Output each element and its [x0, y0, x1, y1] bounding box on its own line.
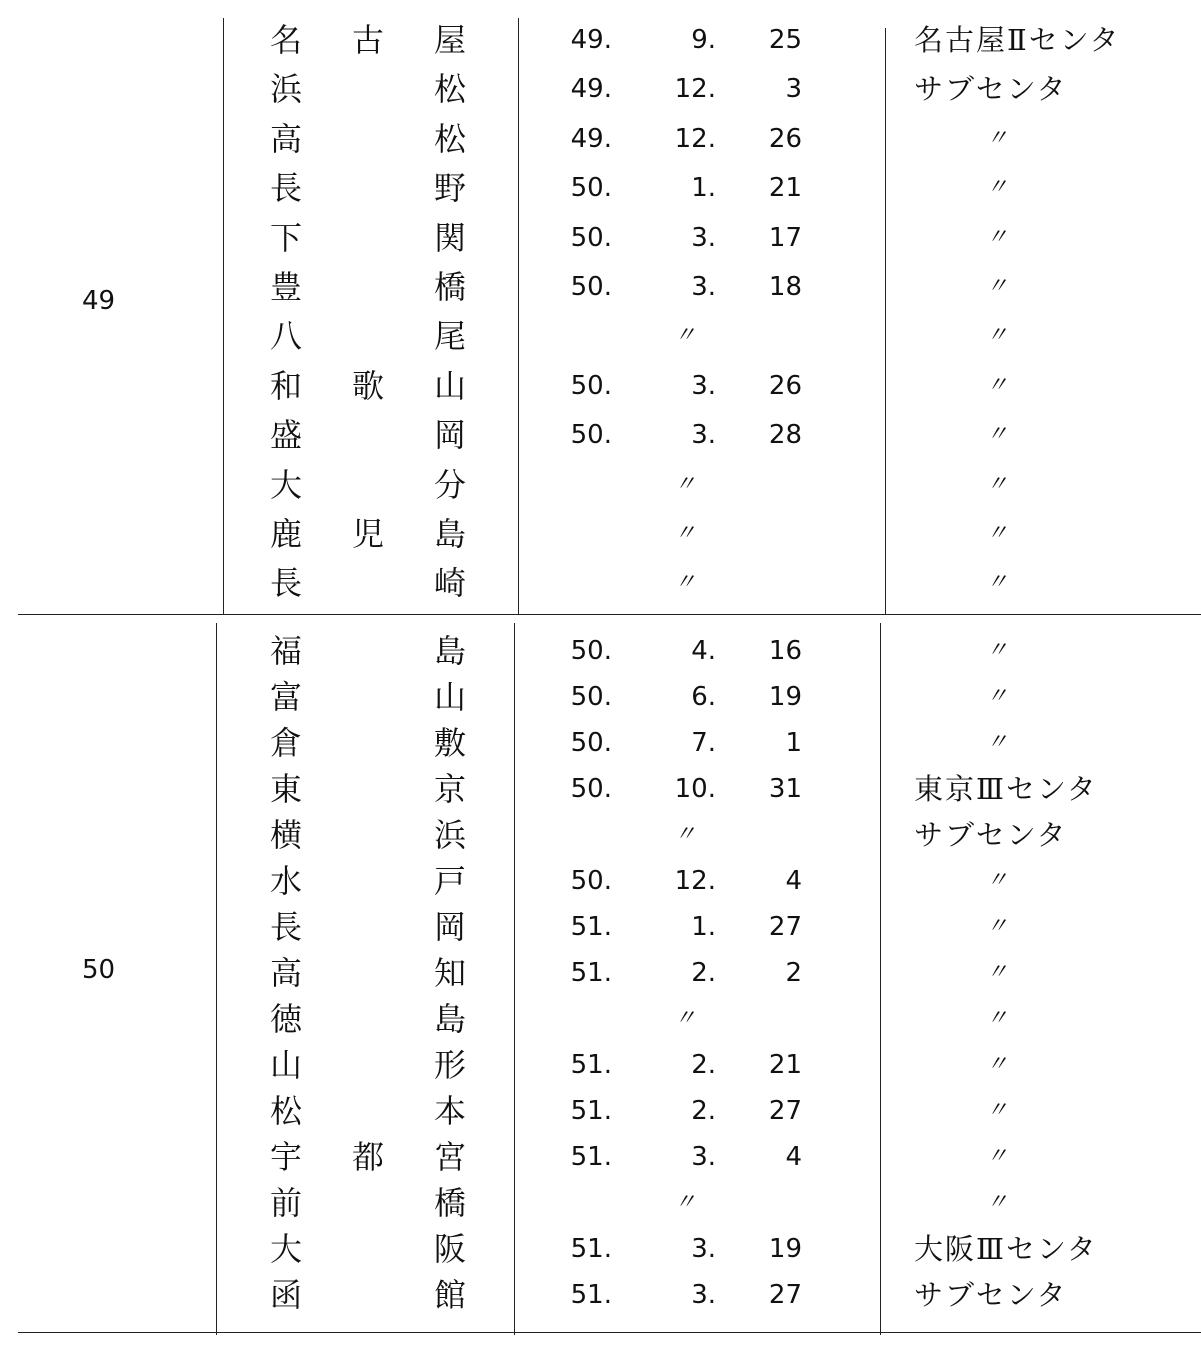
- date-year: 49.: [570, 123, 612, 154]
- ditto-mark-date: 〃: [674, 570, 698, 596]
- place-name-char: 橋: [433, 1184, 466, 1222]
- date-month: 4.: [691, 636, 716, 666]
- place-name-char: 長: [269, 169, 302, 208]
- date-month: 3.: [691, 370, 716, 401]
- date-day: 21: [768, 173, 802, 204]
- ditto-mark-remarks: 〃: [986, 274, 1010, 299]
- table-row: [0, 415, 1201, 455]
- place-name-char: 浜: [433, 816, 466, 854]
- date-day: 27: [768, 1280, 802, 1310]
- date-year: 51.: [570, 912, 612, 942]
- date-month: 10.: [674, 774, 716, 804]
- place-name-char: 館: [433, 1276, 466, 1314]
- place-name-char: 高: [269, 119, 302, 158]
- date-day: 28: [768, 420, 802, 451]
- table-row: [0, 769, 1201, 809]
- place-name-char: 阪: [433, 1230, 466, 1268]
- place-name-char: 松: [433, 119, 466, 158]
- date-month: 3.: [691, 272, 716, 302]
- date-month: 3.: [691, 1234, 716, 1264]
- place-name-char: 東: [269, 770, 302, 808]
- place-name-char: 敷: [433, 724, 466, 762]
- ditto-mark-remarks: 〃: [986, 323, 1010, 349]
- date-year: 51.: [570, 958, 612, 988]
- date-month: 2.: [691, 1050, 716, 1080]
- place-name-char: 横: [269, 816, 302, 854]
- place-name-char: 崎: [433, 564, 466, 603]
- table-row: [0, 723, 1201, 763]
- table-row: [0, 999, 1201, 1039]
- table-row: [0, 119, 1201, 159]
- remarks-text: サブセンタ: [914, 1278, 1068, 1312]
- ditto-mark-remarks: 〃: [986, 422, 1010, 448]
- ditto-mark-remarks: 〃: [986, 175, 1010, 201]
- date-year: 50.: [570, 774, 612, 804]
- table-row: [0, 267, 1201, 307]
- ditto-mark-remarks: 〃: [986, 570, 1010, 596]
- place-name-char: 分: [433, 465, 466, 504]
- date-year: 50.: [570, 866, 612, 896]
- date-year: 49.: [570, 74, 612, 105]
- place-name-char: 宇: [269, 1138, 302, 1176]
- section-year-49: [0, 0, 1201, 615]
- ditto-mark-remarks: 〃: [986, 1098, 1010, 1123]
- place-name-char: 尾: [433, 317, 466, 356]
- ditto-mark-remarks: 〃: [986, 1052, 1010, 1077]
- remarks-text: サブセンタ: [914, 72, 1068, 107]
- place-name-char: 屋: [433, 21, 466, 59]
- date-month: 2.: [691, 958, 716, 988]
- ditto-mark-remarks: 〃: [986, 521, 1010, 546]
- remarks-text: 大阪Ⅲセンタ: [914, 1232, 1098, 1266]
- table-row: [0, 1183, 1201, 1223]
- ditto-mark-date: 〃: [674, 471, 698, 497]
- date-day: 26: [768, 123, 802, 154]
- date-month: 3.: [691, 1142, 716, 1172]
- date-day: 1: [785, 728, 802, 758]
- place-name-char: 京: [433, 770, 466, 808]
- ditto-mark-remarks: 〃: [986, 125, 1010, 151]
- place-name-char: 岡: [433, 908, 466, 946]
- year-label: 50: [82, 955, 116, 985]
- place-name-char: 大: [269, 465, 302, 504]
- table-row: [0, 69, 1201, 109]
- place-name-char: 知: [433, 954, 466, 992]
- place-name-char: 島: [433, 1000, 466, 1038]
- date-year: 50.: [570, 370, 612, 401]
- date-year: 51.: [570, 1234, 612, 1264]
- date-day: 4: [785, 866, 802, 896]
- place-name-char: 徳: [269, 1000, 302, 1038]
- table-row: [0, 1045, 1201, 1085]
- place-name-char: 函: [269, 1276, 302, 1314]
- date-day: 3: [785, 74, 802, 105]
- date-year: 50.: [570, 636, 612, 666]
- place-name-char: 児: [351, 515, 384, 553]
- table-row: [0, 953, 1201, 993]
- date-day: 21: [768, 1050, 802, 1080]
- place-name-char: 松: [433, 70, 466, 109]
- remarks-text: サブセンタ: [914, 818, 1068, 852]
- place-name-char: 山: [433, 366, 466, 405]
- place-name-char: 長: [269, 908, 302, 946]
- date-day: 16: [768, 636, 802, 666]
- date-day: 19: [768, 682, 802, 712]
- place-name-char: 山: [269, 1046, 302, 1084]
- place-name-char: 戸: [433, 862, 466, 900]
- table-row: [0, 861, 1201, 901]
- date-month: 7.: [691, 728, 716, 758]
- date-year: 50.: [570, 682, 612, 712]
- ditto-mark-date: 〃: [674, 1190, 698, 1215]
- table-row: [0, 1275, 1201, 1315]
- table-row: [0, 20, 1201, 60]
- place-name-char: 倉: [269, 724, 302, 762]
- place-name-char: 島: [433, 515, 466, 553]
- table-row: [0, 1137, 1201, 1177]
- ditto-mark-date: 〃: [674, 323, 698, 349]
- date-year: 50.: [570, 222, 612, 253]
- table-row: [0, 465, 1201, 505]
- date-year: 51.: [570, 1142, 612, 1172]
- date-year: 51.: [570, 1096, 612, 1126]
- place-name-char: 橋: [433, 268, 466, 306]
- place-name-char: 八: [269, 317, 302, 356]
- place-name-char: 岡: [433, 416, 466, 455]
- date-year: 51.: [570, 1050, 612, 1080]
- place-name-char: 古: [351, 21, 384, 59]
- date-year: 50.: [570, 173, 612, 204]
- date-month: 12.: [674, 866, 716, 896]
- date-day: 25: [768, 25, 802, 55]
- place-name-char: 都: [351, 1138, 384, 1176]
- table-row: [0, 168, 1201, 208]
- place-name-char: 大: [269, 1230, 302, 1268]
- table-row: [0, 218, 1201, 258]
- table-row: [0, 1229, 1201, 1269]
- place-name-char: 宮: [433, 1138, 466, 1176]
- place-name-char: 福: [269, 632, 302, 670]
- place-name-char: 下: [269, 218, 302, 257]
- place-name-char: 高: [269, 954, 302, 992]
- ditto-mark-remarks: 〃: [986, 868, 1010, 893]
- date-month: 12.: [674, 74, 716, 105]
- table-row: [0, 677, 1201, 717]
- date-year: 50.: [570, 420, 612, 451]
- place-name-char: 関: [433, 218, 466, 257]
- ditto-mark-remarks: 〃: [986, 1144, 1010, 1169]
- date-month: 3.: [691, 1280, 716, 1310]
- date-month: 1.: [691, 173, 716, 204]
- remarks-text: 名古屋Ⅱセンタ: [914, 23, 1121, 57]
- ditto-mark-remarks: 〃: [986, 960, 1010, 985]
- ditto-mark-date: 〃: [674, 822, 698, 847]
- table-row: [0, 1091, 1201, 1131]
- place-name-char: 鹿: [269, 515, 302, 553]
- section-year-50: [0, 615, 1201, 1361]
- date-day: 18: [768, 272, 802, 302]
- date-day: 27: [768, 912, 802, 942]
- ditto-mark-remarks: 〃: [986, 638, 1010, 663]
- date-day: 19: [768, 1234, 802, 1264]
- table-row: [0, 563, 1201, 603]
- ditto-mark-remarks: 〃: [986, 684, 1010, 709]
- place-name-char: 野: [433, 169, 466, 208]
- place-name-char: 松: [269, 1092, 302, 1130]
- date-month: 2.: [691, 1096, 716, 1126]
- ditto-mark-remarks: 〃: [986, 914, 1010, 939]
- ditto-mark-remarks: 〃: [986, 1006, 1010, 1031]
- date-year: 49.: [570, 25, 612, 55]
- date-year: 50.: [570, 728, 612, 758]
- place-name-char: 前: [269, 1184, 302, 1222]
- remarks-text: 東京Ⅲセンタ: [914, 772, 1098, 806]
- place-name-char: 浜: [269, 70, 302, 109]
- date-month: 1.: [691, 912, 716, 942]
- table-row: [0, 366, 1201, 406]
- place-name-char: 和: [269, 366, 302, 405]
- place-name-char: 名: [269, 21, 302, 59]
- ditto-mark-remarks: 〃: [986, 372, 1010, 398]
- date-month: 12.: [674, 123, 716, 154]
- date-day: 26: [768, 370, 802, 401]
- table-row: [0, 514, 1201, 554]
- date-day: 31: [768, 774, 802, 804]
- ditto-mark-remarks: 〃: [986, 730, 1010, 755]
- table-row: [0, 316, 1201, 356]
- table-row: [0, 815, 1201, 855]
- place-name-char: 富: [269, 678, 302, 716]
- date-month: 3.: [691, 222, 716, 253]
- table-bottom-rule: [18, 1332, 1201, 1333]
- table-row: [0, 631, 1201, 671]
- date-day: 27: [768, 1096, 802, 1126]
- place-name-char: 盛: [269, 416, 302, 455]
- place-name-char: 島: [433, 632, 466, 670]
- table-row: [0, 907, 1201, 947]
- place-name-char: 本: [433, 1092, 466, 1130]
- place-name-char: 長: [269, 564, 302, 603]
- place-name-char: 形: [433, 1046, 466, 1084]
- date-month: 9.: [691, 25, 716, 55]
- date-month: 6.: [691, 682, 716, 712]
- place-name-char: 山: [433, 678, 466, 716]
- place-name-char: 歌: [351, 366, 384, 405]
- ditto-mark-date: 〃: [674, 1006, 698, 1031]
- ditto-mark-remarks: 〃: [986, 224, 1010, 250]
- date-year: 51.: [570, 1280, 612, 1310]
- date-day: 17: [768, 222, 802, 253]
- date-month: 3.: [691, 420, 716, 451]
- ditto-mark-date: 〃: [674, 521, 698, 546]
- place-name-char: 水: [269, 862, 302, 900]
- date-year: 50.: [570, 272, 612, 302]
- ditto-mark-remarks: 〃: [986, 1190, 1010, 1215]
- place-name-char: 豊: [269, 268, 302, 306]
- ditto-mark-remarks: 〃: [986, 471, 1010, 497]
- year-label: 49: [82, 286, 116, 316]
- date-day: 4: [785, 1142, 802, 1172]
- date-day: 2: [785, 958, 802, 988]
